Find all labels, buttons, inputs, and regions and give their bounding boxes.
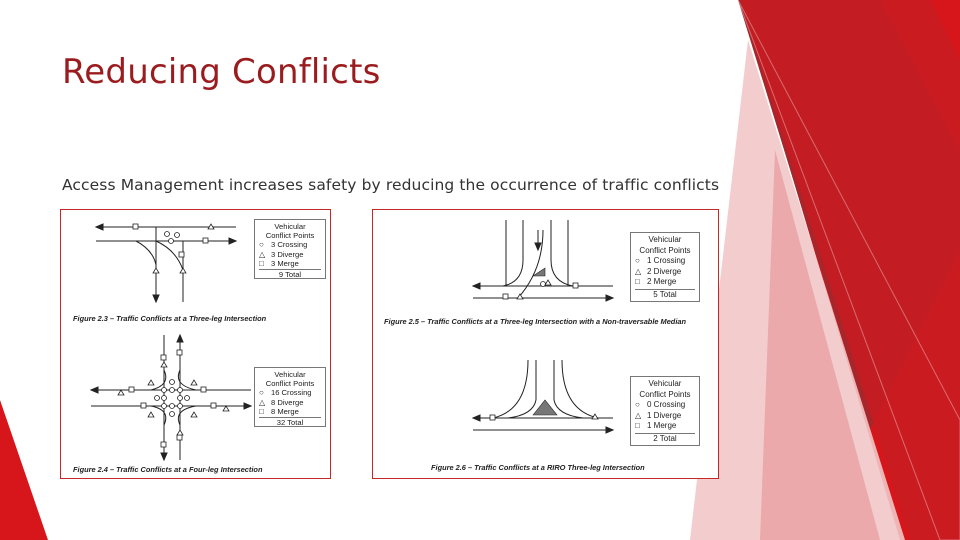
legend-merge: 1 Merge [647, 421, 677, 431]
legend-fig-2-6 [630, 376, 700, 446]
legend-crossing: 0 Crossing [647, 400, 686, 410]
legend-header-line2: Conflict Points [265, 379, 315, 389]
square-icon: □ [635, 421, 640, 431]
circle-icon: ○ [635, 400, 640, 410]
legend-crossing: 16 Crossing [271, 388, 312, 398]
legend-fig-2-3 [254, 219, 326, 279]
median-island-riro [533, 400, 557, 415]
legend-header-line1: Vehicular [274, 222, 306, 231]
legend-fig-2-5 [630, 232, 700, 302]
legend-header-line1: Vehicular [648, 235, 682, 244]
triangle-icon: △ [259, 249, 266, 259]
square-icon: □ [259, 406, 264, 416]
caption-fig-2-5: Figure 2.5 – Traffic Conflicts at a Three-leg Intersection with a Non-traversable Median [384, 317, 686, 326]
circle-icon: ○ [259, 240, 264, 250]
caption-fig-2-6: Figure 2.6 – Traffic Conflicts at a RIRO Three-leg Intersection [431, 463, 645, 472]
legend-total: 32 Total [259, 417, 321, 427]
slide-subtitle: Access Management increases safety by reducing the occurrence of traffic conflicts [62, 176, 720, 194]
square-icon: □ [635, 277, 640, 287]
figure-panel-right [372, 209, 719, 479]
legend-header-line2: Conflict Points [639, 389, 691, 399]
legend-header-line1: Vehicular [274, 370, 306, 379]
caption-fig-2-3: Figure 2.3 – Traffic Conflicts at a Three-leg Intersection [73, 314, 267, 323]
legend-header-line2: Conflict Points [639, 245, 691, 255]
legend-fig-2-4 [254, 367, 326, 427]
legend-diverge: 1 Diverge [647, 410, 682, 420]
legend-merge: 3 Merge [271, 258, 299, 268]
legend-diverge: 3 Diverge [271, 249, 304, 259]
deco-left-triangle [0, 400, 48, 540]
square-icon: □ [259, 258, 264, 268]
triangle-icon: △ [635, 410, 642, 420]
legend-header-line2: Conflict Points [265, 231, 315, 241]
caption-fig-2-4: Figure 2.4 – Traffic Conflicts at a Four-leg Intersection [73, 465, 263, 474]
figure-panel-left [60, 209, 331, 479]
legend-header-line1: Vehicular [648, 379, 682, 388]
legend-merge: 8 Merge [271, 406, 299, 416]
circle-icon: ○ [635, 256, 640, 266]
legend-diverge: 2 Diverge [647, 266, 682, 276]
circle-icon: ○ [259, 388, 264, 398]
legend-total: 9 Total [259, 269, 321, 279]
triangle-icon: △ [635, 266, 642, 276]
triangle-icon: △ [259, 397, 266, 407]
legend-crossing: 1 Crossing [647, 256, 686, 266]
legend-diverge: 8 Diverge [271, 397, 304, 407]
legend-total: 5 Total [635, 289, 695, 301]
legend-merge: 2 Merge [647, 277, 677, 287]
legend-crossing: 3 Crossing [271, 240, 308, 250]
legend-total: 2 Total [635, 433, 695, 445]
slide-title: Reducing Conflicts [62, 52, 381, 92]
